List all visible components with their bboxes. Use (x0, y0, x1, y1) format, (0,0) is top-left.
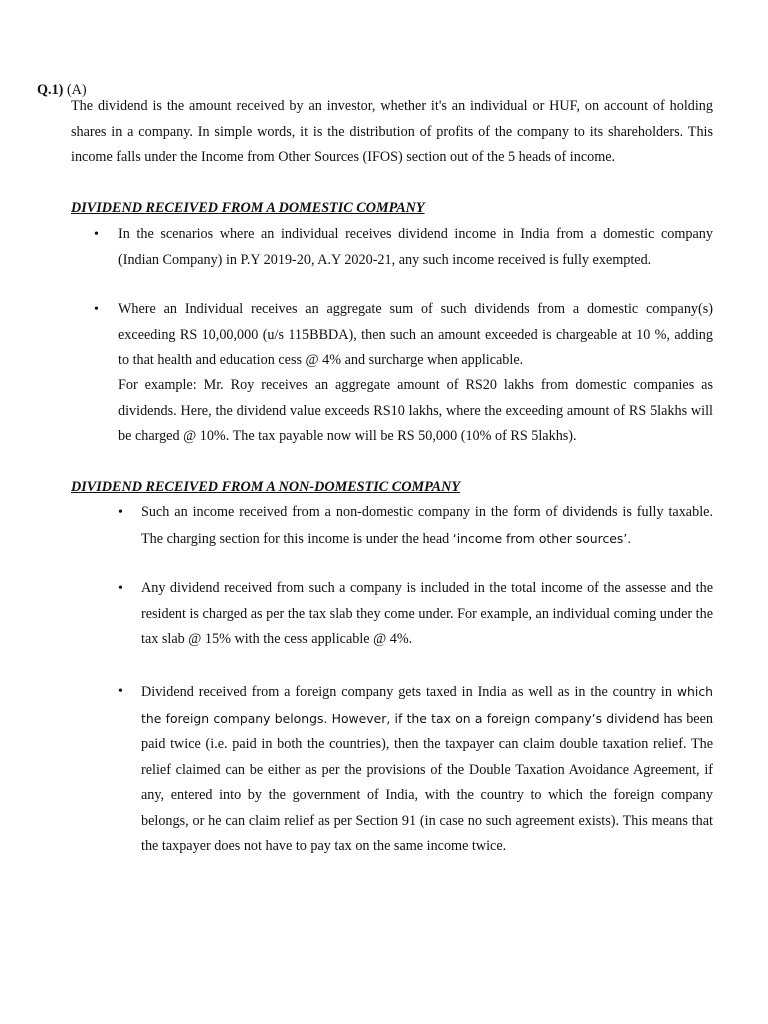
bullet-1-text: Such an income received from a non-domestic company in the form of dividends is fully taxable. The charging section for this income is under the head (141, 504, 713, 547)
domestic-bullet-1: In the scenarios where an individual receives dividend income in India from a domestic company (Indian Company) in P.Y 2019-20, A.Y 2020-21, any such income received is fully exempted. (118, 226, 713, 268)
bullet-1-quote: ‘income from other sources’. (452, 530, 632, 546)
non-domestic-heading: DIVIDEND RECEIVED FROM A NON-DOMESTIC COMPANY (71, 479, 461, 495)
domestic-heading: DIVIDEND RECEIVED FROM A DOMESTIC COMPANY (71, 200, 425, 216)
non-domestic-bullet-1 (141, 500, 713, 552)
non-domestic-bullet-2: Any dividend received from such a company is included in the total income of the assesse and the resident is charged as per the tax slab they come under. For example, an individual coming under the tax slab @ 15% with the cess applicable @ 4%. (141, 580, 713, 647)
intro-paragraph: The dividend is the amount received by an investor, whether it's an individual or HUF, on account of holding shares in a company. In simple words, it is the distribution of profits of the company to its shareholders. This income falls under the Income from Other Sources (IFOS) section out of the 5 heads of income. (71, 98, 713, 165)
non-domestic-bullet-3 (141, 679, 713, 860)
bullet-icon: • (118, 684, 123, 699)
question-number: Q.1) (37, 82, 64, 98)
domestic-bullet-2: Where an Individual receives an aggregate sum of such dividends from a domestic company(s) exceeding RS 10,00,000 (u/s 115BBDA), then such an amount exceeded is chargeable at 10 %, adding to that health and education cess @ 4% and surcharge when applicable. (118, 301, 713, 368)
bullet-icon: • (118, 505, 123, 520)
question-part: (A) (66, 82, 87, 98)
bullet-icon: • (94, 227, 99, 242)
bullet-3-lead: Dividend received from a foreign company gets taxed in India as well as in the country in (141, 684, 677, 700)
domestic-example: For example: Mr. Roy receives an aggregate amount of RS20 lakhs from domestic companies as dividends. Here, the dividend value exceeds RS10 lakhs, where the exceeding amount of RS 5lakhs will be charged @ 10%. The tax payable now will be RS 50,000 (10% of RS 5lakhs). (118, 377, 713, 444)
bullet-icon: • (94, 302, 99, 317)
bullet-3-tail: has been paid twice (i.e. paid in both the countries), then the taxpayer can claim double taxation relief. The relief claimed can be either as per the provisions of the Double Taxation Avoidance Agreement, if any, entered into by the government of India, with the country to which the foreign company belongs, or he can claim relief as per Section 91 (in case no such agreement exists). This means that the taxpayer does not have to pay tax on the same income twice. (141, 710, 713, 854)
bullet-icon: • (118, 581, 123, 596)
bullet-3-mid: which the foreign company belongs. However, if the tax on a foreign company’s dividend (141, 684, 713, 726)
